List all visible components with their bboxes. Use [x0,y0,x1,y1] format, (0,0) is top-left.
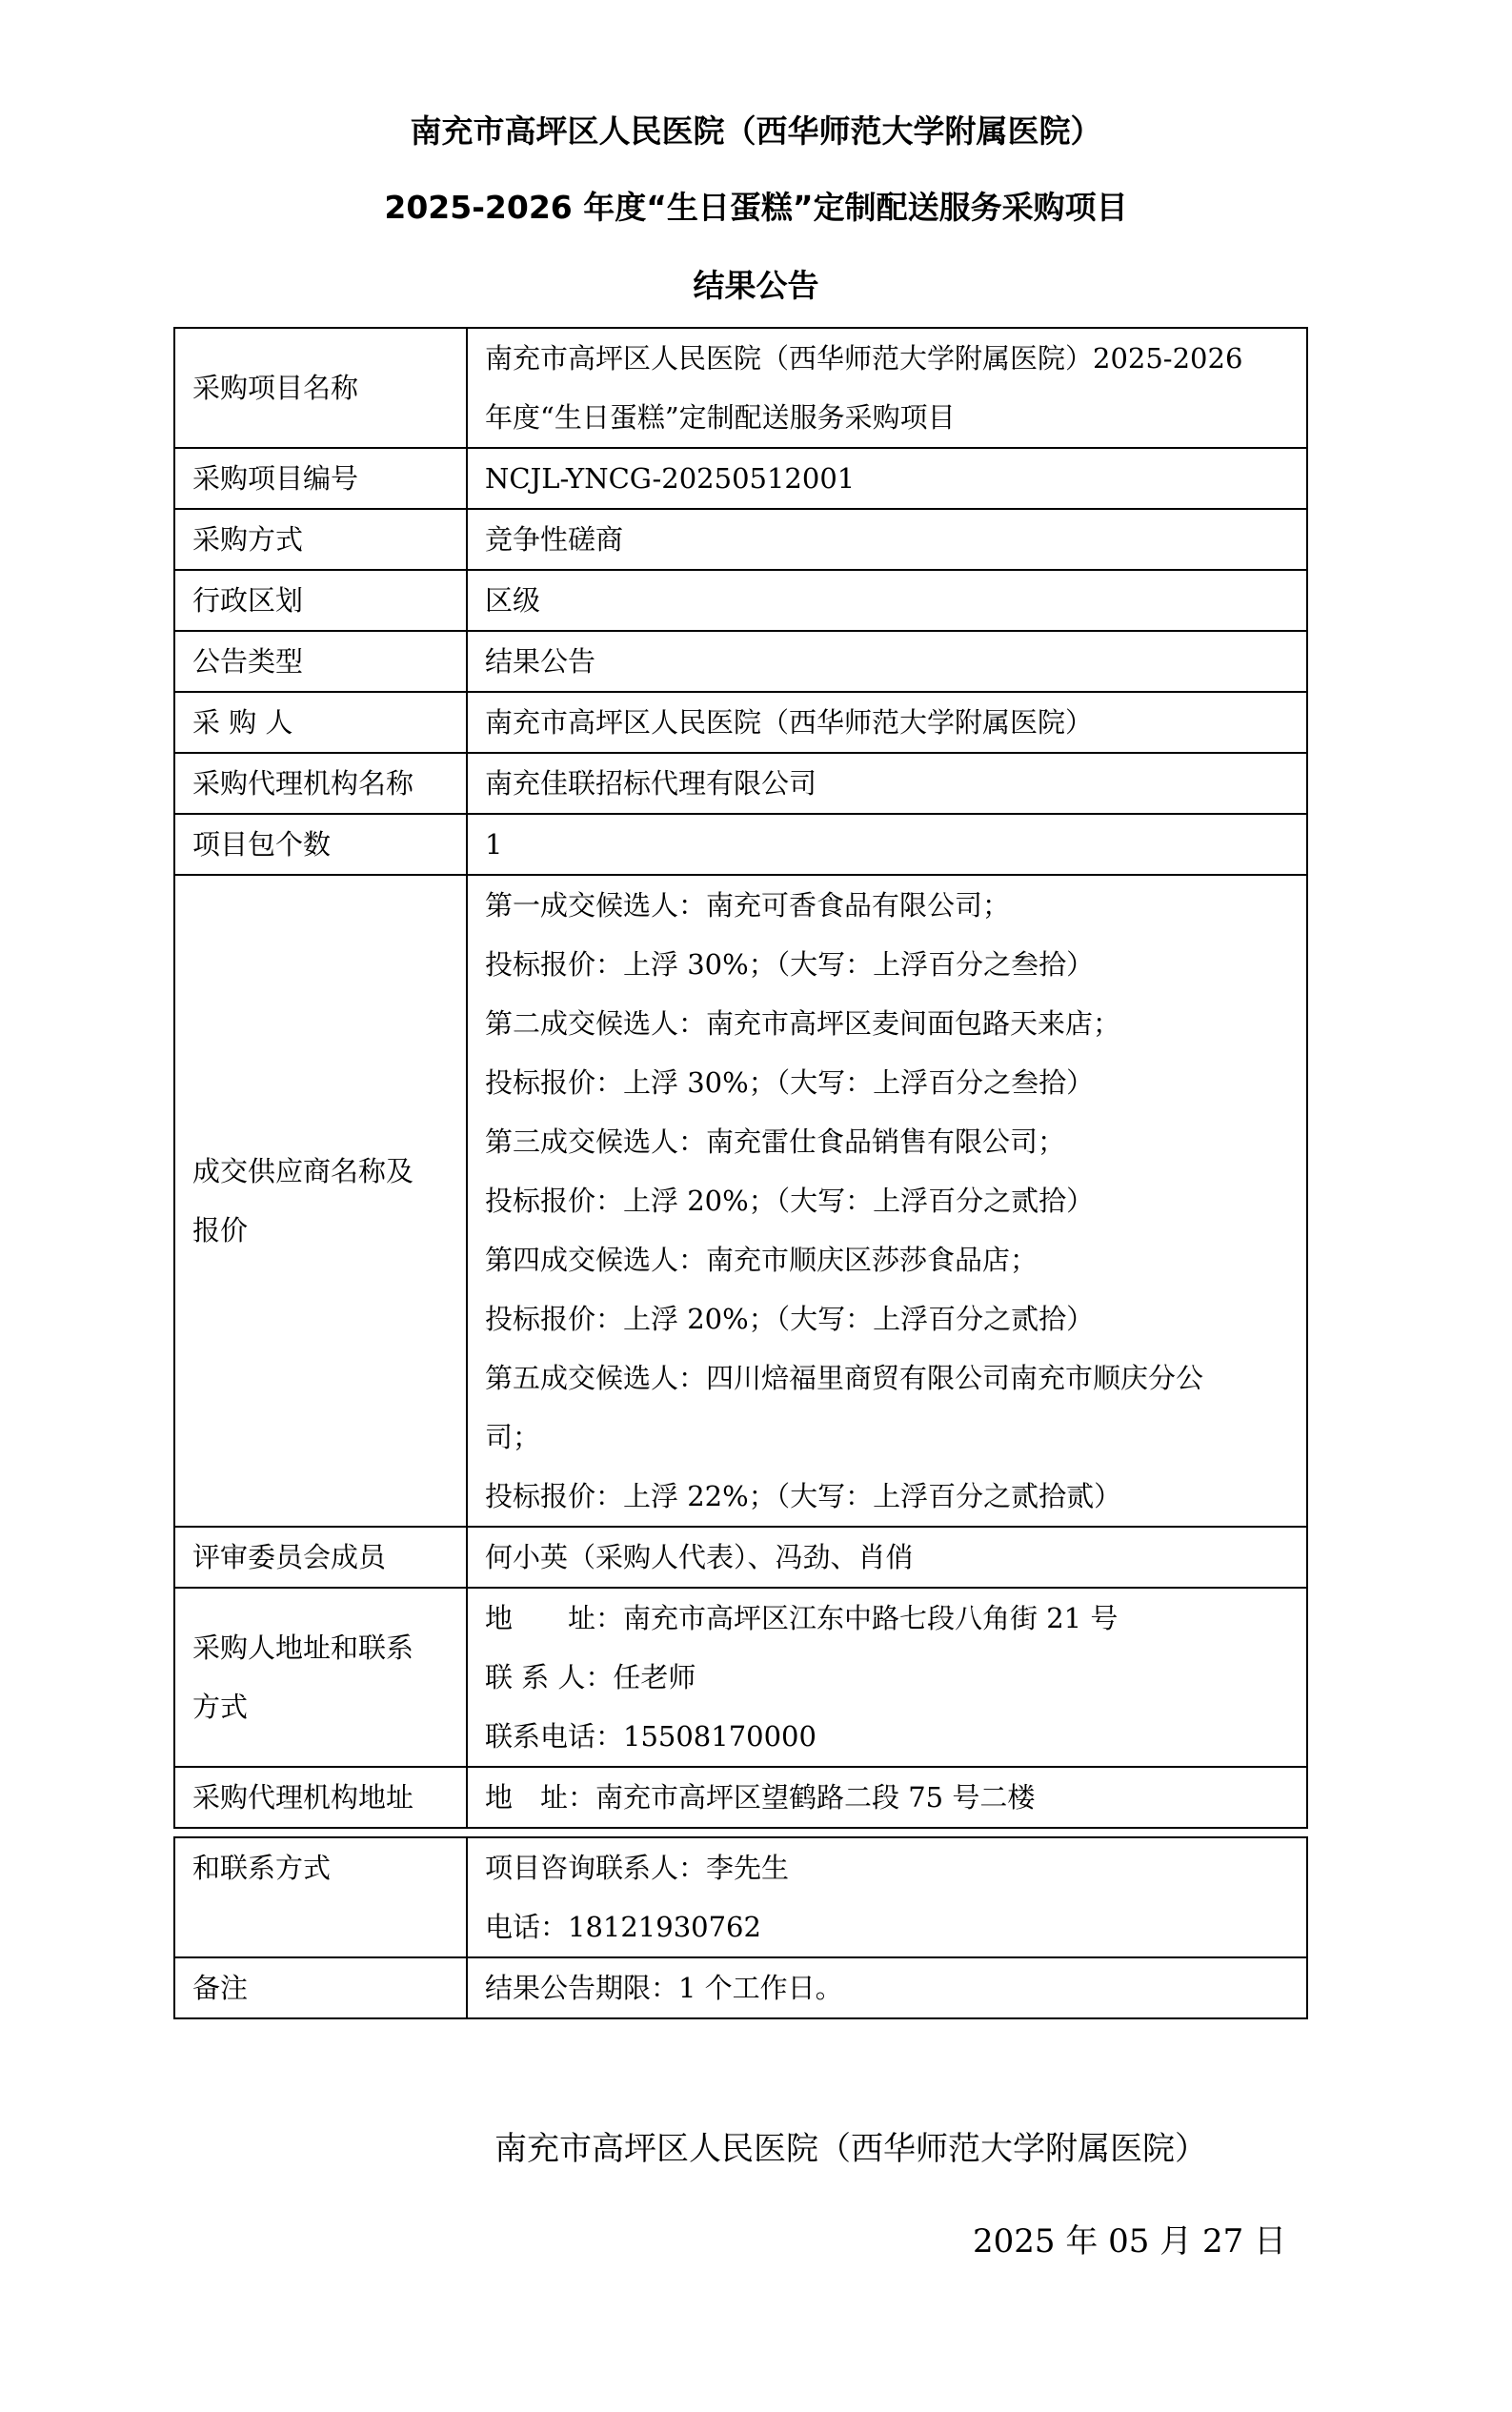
packages-label: 项目包个数 [174,814,467,875]
project-name-line: 年度“生日蛋糕”定制配送服务采购项目 [485,401,956,434]
table-row [174,631,1307,692]
supplier-line: 投标报价：上浮 22%；（大写：上浮百分之贰拾贰） [485,1480,1122,1512]
supplier-line: 第一成交候选人：南充可香食品有限公司； [485,889,1011,922]
project-name-value [467,328,1307,448]
table-row [174,509,1307,570]
purchaser-contact-value [467,1588,1307,1767]
supplier-line: 第二成交候选人：南充市高坪区麦间面包路天来店； [485,1007,1121,1040]
supplier-line: 司； [485,1421,541,1453]
agency-contact-line: 电话：18121930762 [485,1911,761,1943]
committee-label: 评审委员会成员 [174,1527,467,1588]
result-table [173,327,1308,1829]
suppliers-label-line: 成交供应商名称及 [192,1155,414,1187]
table-row [174,570,1307,631]
committee-value: 何小英（采购人代表）、冯劲、肖俏 [467,1527,1307,1588]
table-row [174,1588,1307,1767]
packages-value: 1 [467,814,1307,875]
remarks-value: 结果公告期限：1 个工作日。 [467,1957,1307,2018]
purchaser-contact-label-line: 方式 [192,1691,249,1723]
supplier-line: 投标报价：上浮 30%；（大写：上浮百分之叁拾） [485,1066,1095,1099]
agency-contact-line: 项目咨询联系人：李先生 [485,1852,790,1884]
supplier-line: 投标报价：上浮 20%；（大写：上浮百分之贰拾） [485,1303,1095,1335]
table-row [174,328,1307,448]
suppliers-label [174,875,467,1527]
supplier-line: 第五成交候选人：四川焙福里商贸有限公司南充市顺庆分公 [485,1362,1204,1394]
table-row [174,448,1307,509]
table-row [174,753,1307,814]
purchaser-label: 采 购 人 [174,692,467,753]
region-label: 行政区划 [174,570,467,631]
purchaser-contact-label-line: 采购人地址和联系 [192,1632,414,1664]
table-row [174,1527,1307,1588]
purchaser-contact-label [174,1588,467,1767]
notice-type-label: 公告类型 [174,631,467,692]
supplier-line: 第四成交候选人：南充市顺庆区莎莎食品店； [485,1244,1038,1276]
table-row [174,875,1307,1527]
agency-value: 南充佳联招标代理有限公司 [467,753,1307,814]
signature-org: 南充市高坪区人民医院（西华师范大学附属医院） [494,2130,1207,2168]
agency-address-value: 地 址：南充市高坪区望鹤路二段 75 号二楼 [467,1767,1307,1828]
suppliers-value [467,875,1307,1527]
method-value: 竞争性磋商 [467,509,1307,570]
document-title-line1: 南充市高坪区人民医院（西华师范大学附属医院） [410,112,1102,150]
table-row [174,814,1307,875]
agency-address-label: 采购代理机构地址 [174,1767,467,1828]
agency-label: 采购代理机构名称 [174,753,467,814]
project-number-label: 采购项目编号 [174,448,467,509]
table-row [174,1957,1307,2018]
purchaser-contact-line: 联 系 人：任老师 [485,1661,696,1693]
purchaser-value: 南充市高坪区人民医院（西华师范大学附属医院） [467,692,1307,753]
agency-contact-label: 和联系方式 [174,1837,467,1957]
signature-date: 2025 年 05 月 27 日 [973,2222,1287,2260]
method-label: 采购方式 [174,509,467,570]
region-value: 区级 [467,570,1307,631]
remarks-label: 备注 [174,1957,467,2018]
table-row [174,692,1307,753]
project-name-label: 采购项目名称 [174,328,467,448]
supplier-line: 投标报价：上浮 30%；（大写：上浮百分之叁拾） [485,948,1095,981]
table-row [174,1837,1307,1957]
document-title-line3: 结果公告 [693,267,819,304]
notice-type-value: 结果公告 [467,631,1307,692]
result-table-continued [173,1836,1308,2019]
supplier-line: 投标报价：上浮 20%；（大写：上浮百分之贰拾） [485,1185,1095,1217]
purchaser-contact-line: 地 址：南充市高坪区江东中路七段八角街 21 号 [485,1602,1119,1634]
project-name-line: 南充市高坪区人民医院（西华师范大学附属医院）2025-2026 [485,342,1243,375]
document-title-line2: 2025-2026 年度“生日蛋糕”定制配送服务采购项目 [384,189,1128,226]
project-number-value: NCJL-YNCG-20250512001 [467,448,1307,509]
suppliers-label-line: 报价 [192,1214,249,1247]
table-row [174,1767,1307,1828]
purchaser-contact-line: 联系电话：15508170000 [485,1720,816,1753]
supplier-line: 第三成交候选人：南充雷仕食品销售有限公司； [485,1125,1066,1158]
agency-contact-value [467,1837,1307,1957]
